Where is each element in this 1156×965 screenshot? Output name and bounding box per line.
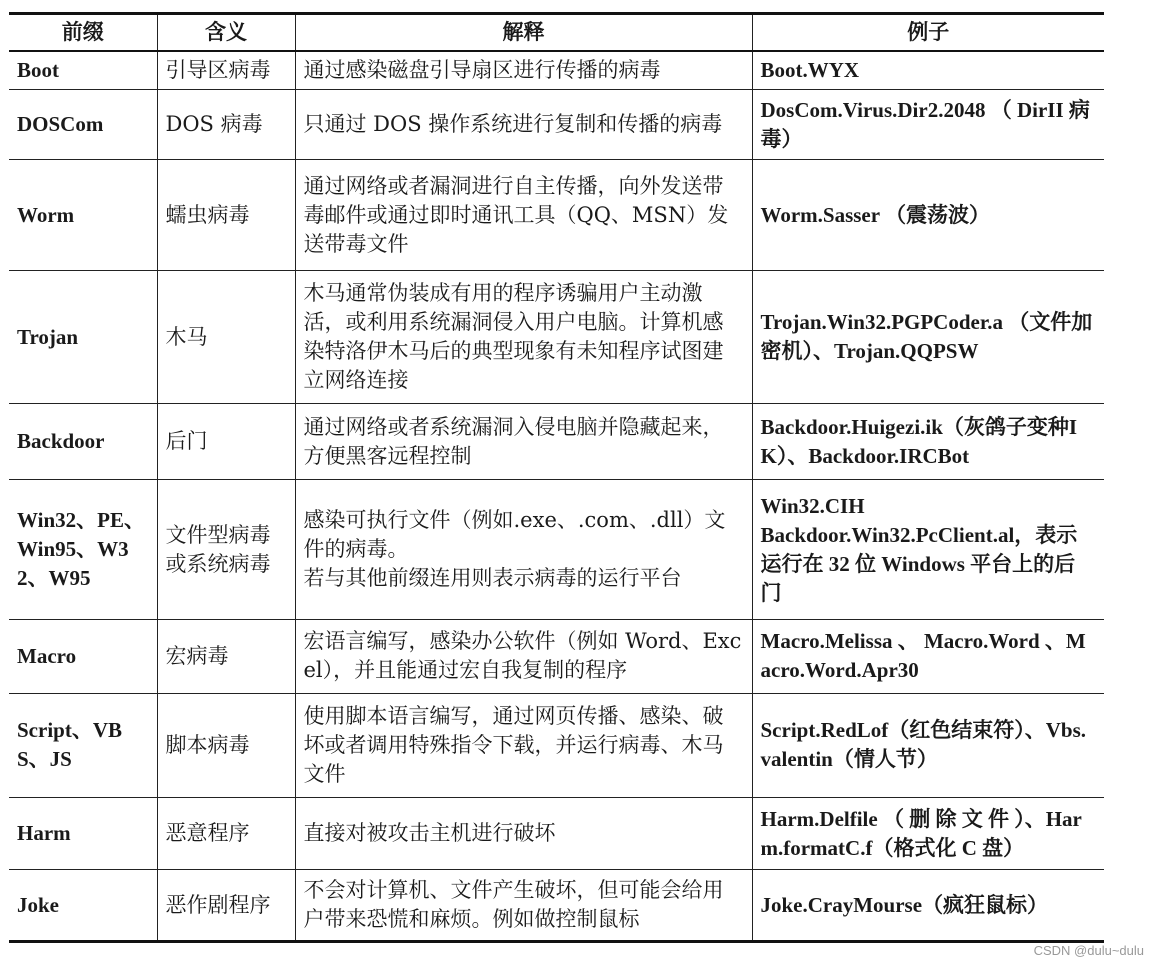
- cell-prefix: Boot: [9, 51, 157, 90]
- cell-explanation: 只通过 DOS 操作系统进行复制和传播的病毒: [295, 90, 752, 160]
- table-row: [9, 798, 1104, 870]
- cell-meaning: 恶意程序: [157, 798, 295, 870]
- cell-meaning: 蠕虫病毒: [157, 160, 295, 271]
- cell-prefix: Backdoor: [9, 404, 157, 480]
- cell-explanation: 直接对被攻击主机进行破坏: [295, 798, 752, 870]
- cell-example: Joke.CrayMourse（疯狂鼠标）: [752, 870, 1104, 942]
- cell-example: Win32.CIH Backdoor.Win32.PcClient.al，表示运行在 32 位 Windows 平台上的后门: [752, 480, 1104, 620]
- cell-example: Macro.Melissa 、 Macro.Word 、Macro.Word.Apr30: [752, 619, 1104, 693]
- table-row: [9, 51, 1104, 90]
- cell-prefix: Harm: [9, 798, 157, 870]
- cell-example: Harm.Delfile （ 删 除 文 件 ）、Harm.formatC.f（格式化 C 盘）: [752, 798, 1104, 870]
- header-explanation: 解释: [295, 14, 752, 52]
- virus-prefix-table: [9, 12, 1104, 943]
- cell-example: Script.RedLof（红色结束符）、Vbs.valentin（情人节）: [752, 693, 1104, 798]
- table-header-row: [9, 14, 1104, 52]
- cell-meaning: 脚本病毒: [157, 693, 295, 798]
- cell-prefix: Trojan: [9, 271, 157, 404]
- cell-explanation: 木马通常伪装成有用的程序诱骗用户主动激活，或利用系统漏洞侵入用户电脑。计算机感染特洛伊木马后的典型现象有未知程序试图建立网络连接: [295, 271, 752, 404]
- cell-meaning: DOS 病毒: [157, 90, 295, 160]
- table-body: [9, 51, 1104, 942]
- cell-prefix: Macro: [9, 619, 157, 693]
- cell-prefix: DOSCom: [9, 90, 157, 160]
- cell-example: DosCom.Virus.Dir2.2048 （ DirII 病毒）: [752, 90, 1104, 160]
- cell-explanation: 通过网络或者漏洞进行自主传播，向外发送带毒邮件或通过即时通讯工具（QQ、MSN）发送带毒文件: [295, 160, 752, 271]
- cell-explanation: 感染可执行文件（例如.exe、.com、.dll）文件的病毒。 若与其他前缀连用则表示病毒的运行平台: [295, 480, 752, 620]
- cell-example: Boot.WYX: [752, 51, 1104, 90]
- csdn-watermark: CSDN @dulu~dulu: [1033, 943, 1144, 958]
- table-row: [9, 160, 1104, 271]
- cell-meaning: 木马: [157, 271, 295, 404]
- cell-meaning: 后门: [157, 404, 295, 480]
- cell-example: Worm.Sasser （震荡波）: [752, 160, 1104, 271]
- cell-explanation: 通过网络或者系统漏洞入侵电脑并隐藏起来，方便黑客远程控制: [295, 404, 752, 480]
- cell-meaning: 宏病毒: [157, 619, 295, 693]
- cell-prefix: Joke: [9, 870, 157, 942]
- cell-prefix: Win32、PE、Win95、W32、W95: [9, 480, 157, 620]
- header-meaning: 含义: [157, 14, 295, 52]
- cell-explanation: 通过感染磁盘引导扇区进行传播的病毒: [295, 51, 752, 90]
- table-row: [9, 619, 1104, 693]
- cell-meaning: 恶作剧程序: [157, 870, 295, 942]
- cell-explanation: 宏语言编写，感染办公软件（例如 Word、Excel），并且能通过宏自我复制的程序: [295, 619, 752, 693]
- table-row: [9, 404, 1104, 480]
- cell-explanation: 不会对计算机、文件产生破坏，但可能会给用户带来恐慌和麻烦。例如做控制鼠标: [295, 870, 752, 942]
- cell-example: Trojan.Win32.PGPCoder.a （文件加密机）、Trojan.QQPSW: [752, 271, 1104, 404]
- table-row: [9, 693, 1104, 798]
- cell-prefix: Script、VBS、JS: [9, 693, 157, 798]
- cell-prefix: Worm: [9, 160, 157, 271]
- header-prefix: 前缀: [9, 14, 157, 52]
- cell-meaning: 引导区病毒: [157, 51, 295, 90]
- table-row: [9, 480, 1104, 620]
- table-row: [9, 271, 1104, 404]
- cell-explanation: 使用脚本语言编写，通过网页传播、感染、破坏或者调用特殊指令下载，并运行病毒、木马文件: [295, 693, 752, 798]
- cell-example: Backdoor.Huigezi.ik（灰鸽子变种IK）、Backdoor.IRCBot: [752, 404, 1104, 480]
- table-row: [9, 870, 1104, 942]
- header-example: 例子: [752, 14, 1104, 52]
- table-row: [9, 90, 1104, 160]
- cell-meaning: 文件型病毒或系统病毒: [157, 480, 295, 620]
